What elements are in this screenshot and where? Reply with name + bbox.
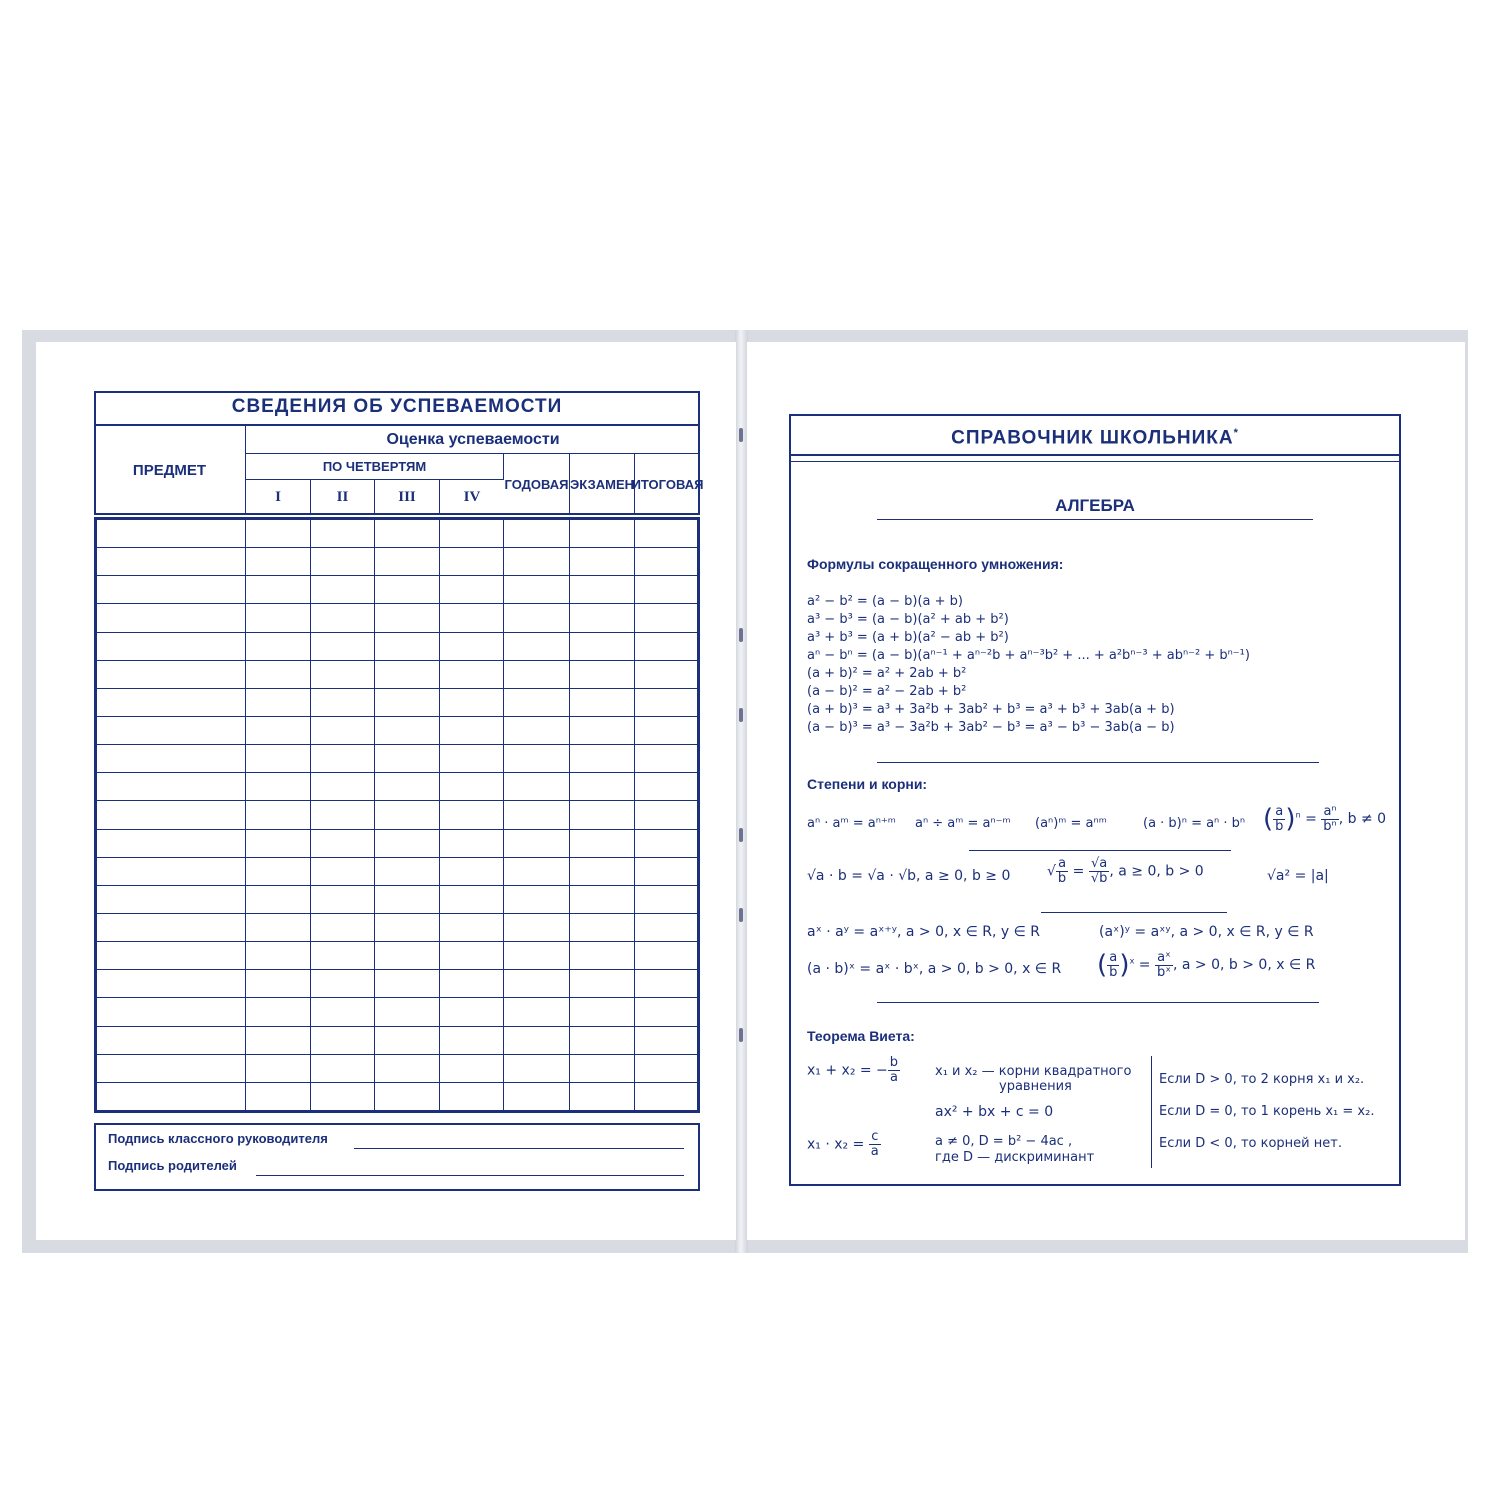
subject-cell[interactable]	[97, 716, 246, 744]
grade-cell[interactable]	[634, 576, 697, 604]
formula: aⁿ · aᵐ = aⁿ⁺ᵐ	[807, 816, 896, 831]
grade-cell[interactable]	[634, 548, 697, 576]
grade-cell[interactable]	[310, 745, 374, 773]
table-row	[97, 576, 698, 604]
right-page	[747, 342, 1465, 1240]
grade-cell[interactable]	[310, 688, 374, 716]
table-row	[97, 1054, 698, 1082]
grade-cell[interactable]	[569, 632, 634, 660]
grade-cell[interactable]	[634, 942, 697, 970]
formula: ( $\frac{a}{b}$ )$^x$ = $\frac{\text{aˣ}}{\text{bˣ}}$ , a > 0, b > 0, x ∈ R	[1097, 949, 1316, 980]
formula: (a · b)ⁿ = aⁿ · bⁿ	[1143, 816, 1246, 831]
grade-cell[interactable]	[310, 716, 374, 744]
quarter-header: IV	[463, 489, 481, 505]
grade-cell[interactable]	[634, 970, 697, 998]
grade-cell[interactable]	[634, 773, 697, 801]
grade-cell[interactable]	[569, 548, 634, 576]
grade-cell[interactable]	[374, 716, 439, 744]
grade-cell[interactable]	[503, 942, 569, 970]
heading-multiplication: Формулы сокращенного умножения:	[807, 556, 1064, 572]
left-page	[36, 342, 736, 1240]
grade-cell[interactable]	[374, 660, 439, 688]
binding-mark	[739, 908, 743, 922]
grade-cell[interactable]	[245, 632, 310, 660]
grade-cell[interactable]	[245, 1082, 310, 1110]
grade-cell[interactable]	[439, 857, 503, 885]
quarters-header: ПО ЧЕТВЕРТЯМ	[246, 454, 504, 480]
subject-cell[interactable]	[97, 801, 246, 829]
grade-cell[interactable]	[503, 716, 569, 744]
subject-cell[interactable]	[97, 1082, 246, 1110]
grade-cell[interactable]	[503, 801, 569, 829]
grade-cell[interactable]	[439, 520, 503, 548]
grade-cell[interactable]	[503, 1082, 569, 1110]
subject-cell[interactable]	[97, 1054, 246, 1082]
table-row	[97, 688, 698, 716]
grade-cell[interactable]	[634, 998, 697, 1026]
grade-cell[interactable]	[569, 829, 634, 857]
grade-cell[interactable]	[374, 688, 439, 716]
grades-table	[96, 519, 698, 1111]
subject-cell[interactable]	[97, 942, 246, 970]
grade-cell[interactable]	[310, 970, 374, 998]
grade-cell[interactable]	[374, 576, 439, 604]
grade-cell[interactable]	[503, 1054, 569, 1082]
grade-cell[interactable]	[503, 660, 569, 688]
table-row	[97, 1082, 698, 1110]
grade-cell[interactable]	[503, 970, 569, 998]
grade-cell[interactable]	[374, 998, 439, 1026]
grade-cell[interactable]	[310, 773, 374, 801]
subject-header: ПРЕДМЕТ	[94, 426, 246, 515]
grade-cell[interactable]	[245, 576, 310, 604]
grade-cell[interactable]	[569, 942, 634, 970]
quarter-header: I	[246, 480, 311, 515]
formula: √a · b = √a · √b, a ≥ 0, b ≥ 0	[807, 868, 1011, 884]
grade-cell[interactable]	[245, 885, 310, 913]
grade-cell[interactable]	[569, 1054, 634, 1082]
divider	[789, 454, 1401, 456]
grade-cell[interactable]	[245, 688, 310, 716]
grade-cell[interactable]	[439, 885, 503, 913]
teacher-signature-label: Подпись классного руководителя	[108, 1131, 328, 1146]
grade-cell[interactable]	[439, 604, 503, 632]
grade-cell[interactable]	[503, 632, 569, 660]
discriminant-case: Если D = 0, то 1 корень x₁ = x₂.	[1159, 1104, 1375, 1119]
subject-cell[interactable]	[97, 520, 246, 548]
table-row	[97, 970, 698, 998]
grade-cell[interactable]	[245, 857, 310, 885]
grade-cell[interactable]	[439, 942, 503, 970]
grade-cell[interactable]	[374, 801, 439, 829]
parents-signature-label: Подпись родителей	[108, 1158, 237, 1173]
grade-cell[interactable]	[374, 745, 439, 773]
grade-cell[interactable]	[310, 1054, 374, 1082]
grade-cell[interactable]	[245, 520, 310, 548]
quarter-header: III	[375, 480, 440, 515]
grade-cell[interactable]	[569, 1026, 634, 1054]
grade-cell[interactable]	[310, 520, 374, 548]
formula: (aⁿ)ᵐ = aⁿᵐ	[1035, 816, 1107, 831]
table-row	[97, 632, 698, 660]
formula: aⁿ ÷ aᵐ = aⁿ⁻ᵐ	[915, 816, 1011, 831]
formula-line: a³ − b³ = (a − b)(a² + ab + b²)	[807, 612, 1009, 627]
grade-cell[interactable]	[245, 1054, 310, 1082]
subject-cell[interactable]	[97, 913, 246, 941]
divider	[1151, 1056, 1152, 1168]
grade-cell[interactable]	[310, 998, 374, 1026]
grade-cell[interactable]	[503, 604, 569, 632]
grade-cell[interactable]	[374, 857, 439, 885]
grade-cell[interactable]	[245, 604, 310, 632]
grade-cell[interactable]	[245, 998, 310, 1026]
grade-cell[interactable]	[634, 885, 697, 913]
grade-cell[interactable]	[310, 857, 374, 885]
grade-cell[interactable]	[439, 1026, 503, 1054]
subject-cell[interactable]	[97, 998, 246, 1026]
vieta-equation: ax² + bx + c = 0	[935, 1104, 1054, 1120]
grade-cell[interactable]	[569, 773, 634, 801]
exam-header: ЭКЗАМЕН	[570, 454, 635, 515]
table-row	[97, 829, 698, 857]
grade-cell[interactable]	[374, 632, 439, 660]
formula-line: (a + b)³ = a³ + 3a²b + 3ab² + b³ = a³ + b³ + 3ab(a + b)	[807, 702, 1175, 717]
grade-cell[interactable]	[503, 857, 569, 885]
grade-cell[interactable]	[634, 1082, 697, 1110]
grade-cell[interactable]	[503, 885, 569, 913]
grade-cell[interactable]	[569, 913, 634, 941]
table-row	[97, 548, 698, 576]
grade-cell[interactable]	[374, 885, 439, 913]
table-row	[97, 773, 698, 801]
grade-cell[interactable]	[374, 970, 439, 998]
grade-cell[interactable]	[439, 970, 503, 998]
grade-cell[interactable]	[310, 576, 374, 604]
grade-cell[interactable]	[374, 773, 439, 801]
grade-cell[interactable]	[503, 829, 569, 857]
teacher-signature-line[interactable]	[354, 1148, 684, 1149]
subject-cell[interactable]	[97, 857, 246, 885]
grade-cell[interactable]	[634, 801, 697, 829]
grade-cell[interactable]	[310, 801, 374, 829]
divider	[877, 762, 1319, 763]
grade-cell[interactable]	[569, 885, 634, 913]
formula-line: (a − b)³ = a³ − 3a²b + 3ab² − b³ = a³ − b³ − 3ab(a − b)	[807, 720, 1175, 735]
table-row	[97, 857, 698, 885]
table-row	[97, 885, 698, 913]
grade-cell[interactable]	[503, 548, 569, 576]
grade-cell[interactable]	[569, 745, 634, 773]
formula: √ $\frac{a}{b}$ = $\frac{√a}{√b}$ , a ≥ 0, b > 0	[1047, 856, 1204, 886]
grade-cell[interactable]	[569, 857, 634, 885]
formula: (a · b)ˣ = aˣ · bˣ, a > 0, b > 0, x ∈ R	[807, 961, 1062, 977]
grade-cell[interactable]	[503, 998, 569, 1026]
divider	[789, 461, 1401, 462]
divider	[877, 1002, 1319, 1003]
subject-cell[interactable]	[97, 604, 246, 632]
formula-line: (a + b)² = a² + 2ab + b²	[807, 666, 967, 681]
grade-cell[interactable]	[569, 604, 634, 632]
grade-cell[interactable]	[569, 520, 634, 548]
grade-cell[interactable]	[439, 548, 503, 576]
grade-cell[interactable]	[310, 913, 374, 941]
discriminant-case: Если D > 0, то 2 корня x₁ и x₂.	[1159, 1072, 1365, 1087]
vieta-roots-text: x₁ и x₂ — корни квадратного	[935, 1064, 1132, 1079]
grade-cell[interactable]	[245, 1026, 310, 1054]
grade-cell[interactable]	[634, 829, 697, 857]
heading-vieta: Теорема Виета:	[807, 1028, 915, 1044]
grades-header: Оценка успеваемости	[246, 426, 700, 454]
subject-cell[interactable]	[97, 773, 246, 801]
grade-cell[interactable]	[374, 548, 439, 576]
grade-cell[interactable]	[503, 773, 569, 801]
grade-cell[interactable]	[503, 1026, 569, 1054]
grade-cell[interactable]	[310, 1026, 374, 1054]
subject-cell[interactable]	[97, 1026, 246, 1054]
divider	[969, 850, 1231, 851]
grade-cell[interactable]	[439, 632, 503, 660]
divider	[877, 519, 1313, 520]
grade-cell[interactable]	[569, 716, 634, 744]
formula: aˣ · aʸ = aˣ⁺ʸ, a > 0, x ∈ R, y ∈ R	[807, 924, 1041, 940]
table-row	[97, 1026, 698, 1054]
grade-cell[interactable]	[310, 548, 374, 576]
grade-cell[interactable]	[245, 773, 310, 801]
grade-cell[interactable]	[569, 1082, 634, 1110]
subject-cell[interactable]	[97, 745, 246, 773]
subject-cell[interactable]	[97, 688, 246, 716]
grade-cell[interactable]	[245, 942, 310, 970]
grade-cell[interactable]	[374, 913, 439, 941]
grade-cell[interactable]	[634, 1026, 697, 1054]
grade-cell[interactable]	[569, 576, 634, 604]
formula-line: a² − b² = (a − b)(a + b)	[807, 594, 963, 609]
grade-cell[interactable]	[634, 688, 697, 716]
grade-cell[interactable]	[569, 998, 634, 1026]
diary-spread	[22, 330, 1468, 1253]
table-row	[97, 520, 698, 548]
subject-cell[interactable]	[97, 576, 246, 604]
binding-mark	[739, 628, 743, 642]
grade-cell[interactable]	[503, 576, 569, 604]
formula: (aˣ)ʸ = aˣʸ, a > 0, x ∈ R, y ∈ R	[1099, 924, 1314, 940]
vieta-discriminant: где D — дискриминант	[935, 1150, 1095, 1165]
formula: ( $\frac{a}{b}$ )$^n$ = $\frac{\text{aⁿ}}{\text{bⁿ}}$ , b ≠ 0	[1263, 803, 1387, 834]
grade-cell[interactable]	[634, 716, 697, 744]
grade-cell[interactable]	[374, 1054, 439, 1082]
section-title: АЛГЕБРА	[1055, 496, 1135, 515]
grade-cell[interactable]	[245, 913, 310, 941]
subject-cell[interactable]	[97, 632, 246, 660]
grade-cell[interactable]	[310, 1082, 374, 1110]
grade-cell[interactable]	[569, 801, 634, 829]
grade-cell[interactable]	[569, 688, 634, 716]
grade-cell[interactable]	[439, 998, 503, 1026]
parents-signature-line[interactable]	[256, 1175, 684, 1176]
vieta-roots-text: уравнения	[999, 1079, 1072, 1094]
final-header: ИТОГОВАЯ	[631, 477, 704, 492]
grade-cell[interactable]	[245, 801, 310, 829]
subject-cell[interactable]	[97, 970, 246, 998]
subject-cell[interactable]	[97, 548, 246, 576]
table-row	[97, 913, 698, 941]
grade-cell[interactable]	[634, 1054, 697, 1082]
table-row	[97, 716, 698, 744]
grade-cell[interactable]	[439, 801, 503, 829]
heading-powers: Степени и корни:	[807, 776, 928, 792]
page-title: СВЕДЕНИЯ ОБ УСПЕВАЕМОСТИ	[231, 396, 563, 417]
formula-vieta-product: x₁ · x₂ = $\frac{c}{a}$	[807, 1129, 879, 1159]
grade-cell[interactable]	[634, 660, 697, 688]
grade-cell[interactable]	[439, 745, 503, 773]
binding-mark	[739, 708, 743, 722]
grade-cell[interactable]	[503, 913, 569, 941]
subject-cell[interactable]	[97, 885, 246, 913]
grade-cell[interactable]	[245, 716, 310, 744]
grade-cell[interactable]	[634, 745, 697, 773]
grade-cell[interactable]	[374, 604, 439, 632]
grade-cell[interactable]	[634, 604, 697, 632]
grade-cell[interactable]	[634, 632, 697, 660]
grade-cell[interactable]	[439, 829, 503, 857]
grade-cell[interactable]	[439, 1082, 503, 1110]
grade-cell[interactable]	[503, 688, 569, 716]
grade-cell[interactable]	[439, 913, 503, 941]
table-row	[97, 801, 698, 829]
grade-cell[interactable]	[374, 1026, 439, 1054]
reference-title: СПРАВОЧНИК ШКОЛЬНИКА*	[951, 427, 1239, 449]
grade-cell[interactable]	[245, 829, 310, 857]
grade-cell[interactable]	[503, 745, 569, 773]
grade-cell[interactable]	[245, 548, 310, 576]
grade-cell[interactable]	[310, 942, 374, 970]
grade-cell[interactable]	[439, 660, 503, 688]
subject-cell[interactable]	[97, 829, 246, 857]
grade-cell[interactable]	[374, 520, 439, 548]
binding-mark	[739, 1028, 743, 1042]
grade-cell[interactable]	[569, 660, 634, 688]
formula-line: (a − b)² = a² − 2ab + b²	[807, 684, 967, 699]
grade-cell[interactable]	[310, 885, 374, 913]
table-row	[97, 745, 698, 773]
vieta-discriminant: a ≠ 0, D = b² − 4ac ,	[935, 1134, 1073, 1149]
divider	[1041, 912, 1227, 913]
binding-mark	[739, 428, 743, 442]
table-row	[97, 604, 698, 632]
grade-cell[interactable]	[439, 1054, 503, 1082]
grade-cell[interactable]	[374, 942, 439, 970]
grade-cell[interactable]	[439, 576, 503, 604]
grade-cell[interactable]	[634, 913, 697, 941]
grade-cell[interactable]	[310, 829, 374, 857]
year-header: ГОДОВАЯ	[504, 454, 570, 515]
formula: √a² = |a|	[1267, 868, 1329, 884]
grade-cell[interactable]	[245, 970, 310, 998]
grade-cell[interactable]	[310, 632, 374, 660]
grade-cell[interactable]	[569, 970, 634, 998]
grade-cell[interactable]	[634, 520, 697, 548]
table-row	[97, 998, 698, 1026]
binding-mark	[739, 828, 743, 842]
quarter-header: II	[311, 480, 375, 515]
grade-cell[interactable]	[439, 773, 503, 801]
grade-cell[interactable]	[374, 829, 439, 857]
discriminant-case: Если D < 0, то корней нет.	[1159, 1136, 1342, 1151]
grade-cell[interactable]	[503, 520, 569, 548]
formula-line: aⁿ − bⁿ = (a − b)(aⁿ⁻¹ + aⁿ⁻²b + aⁿ⁻³b² + ... + a²bⁿ⁻³ + abⁿ⁻² + bⁿ⁻¹)	[807, 648, 1250, 663]
table-row	[97, 942, 698, 970]
formula-line: a³ + b³ = (a + b)(a² − ab + b²)	[807, 630, 1009, 645]
grade-cell[interactable]	[439, 716, 503, 744]
grade-cell[interactable]	[374, 1082, 439, 1110]
subject-cell[interactable]	[97, 660, 246, 688]
grade-cell[interactable]	[634, 857, 697, 885]
grade-cell[interactable]	[310, 604, 374, 632]
table-row	[97, 660, 698, 688]
grade-cell[interactable]	[245, 660, 310, 688]
grade-cell[interactable]	[439, 688, 503, 716]
grade-cell[interactable]	[245, 745, 310, 773]
formula-vieta-sum: x₁ + x₂ = − $\frac{b}{a}$	[807, 1055, 899, 1085]
grade-cell[interactable]	[310, 660, 374, 688]
